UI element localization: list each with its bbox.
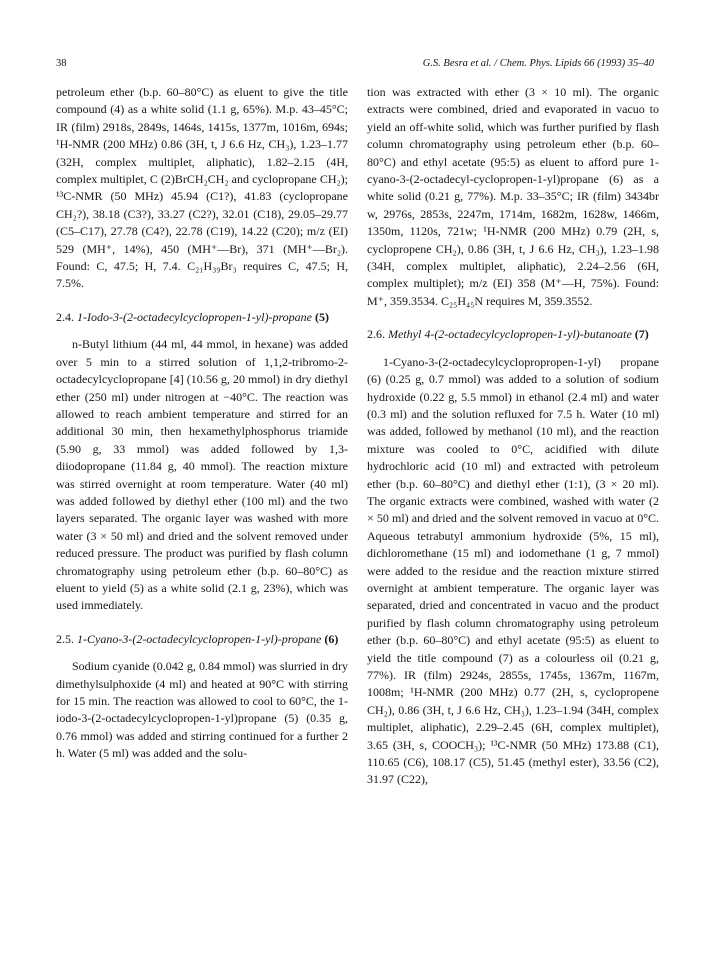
section-title: Methyl 4-(2-octadecylcyclopropen-1-yl)-butanoate [388, 327, 632, 342]
compound-6-characterization-paragraph: tion was extracted with ether (3 × 10 ml). The organic extracts were combined, dried and evaporated in vacuo to yield an off-white solid, which was further purified by flash column chromatography using petroleum ether (b.p. 60–80°C) and ethyl acetate (95:5) as eluent to afford pure 1-cyano-3-(2-octadecyl-cyclopropen-1-yl)propane (6) as a white solid (0.21 g, 77%). M.p. 33–35°C; IR (film) 3434br w, 2976s, 2853s, 2247m, 1714m, 1682m, 1628w, 1466m, 1350m, 1120s, 721w; ¹H-NMR (200 MHz) 0.79 (2H, s, cyclopropene CH₂), 0.86 (3H, t, J 6.6 Hz, CH₃), 1.23–1.98 (34H, complex multiplet, aliphatic), 2.24–2.56 (6H, complex multiplet); m/z (EI) 358 (M⁺—H, 75%). Found: M⁺, 359.3534. C₂₅H₄₅N requires M, 359.3552. [367, 85, 659, 308]
running-title: G.S. Besra et al. / Chem. Phys. Lipids 66 (1993) 35–40 [422, 58, 654, 69]
section-heading-2-5 [56, 631, 348, 648]
section-number: 2.6. [367, 327, 385, 342]
section-number: 2.4. [56, 309, 74, 324]
procedure-paragraph-2-5: Sodium cyanide (0.042 g, 0.84 mmol) was slurried in dry dimethylsulphoxide (4 ml) and heated at 90°C with stirring for 15 min. The reaction was allowed to cool to 60°C, the 1-iodo-3-(2-octadecylcyclopropen-1-yl)propane (5) (0.35 g, 0.76 mmol) was added and stirring continued for a further 2 h. Water (5 ml) was added and the solu- [56, 659, 348, 761]
compound-label: (5) [315, 309, 330, 324]
section-title: 1-Iodo-3-(2-octadecylcyclopropen-1-yl)-propane [77, 309, 313, 324]
left-column [56, 84, 348, 763]
compound-label: (6) [324, 631, 339, 646]
procedure-paragraph-2-6: 1-Cyano-3-(2-octadecylcyclopropropen-1-yl) propane (6) (0.25 g, 0.7 mmol) was added to a solution of sodium hydroxide (0.22 g, 5.5 mmol) in ethanol (2.4 ml) and water (0.3 ml) and the solution refluxed for 7.5 h. Water (10 ml) was added, followed by methanol (10 ml), and the reaction mixture was cooled to 0°C, acidified with dilute hydrochloric acid (10 ml) and extracted with petroleum ether (b.p. 60–80°C) and diethyl ether (1:1), (3 × 20 ml). The organic extracts were combined, washed with water (2 × 50 ml) and dried and the solvent removed in vacuo at 0°C. Aqueous tetrabutyl ammonium hydroxide (5%, 15 ml), dichloromethane (15 ml) and iodomethane (1 g, 7 mmol) were added to the residue and the reaction mixture stirred overnight at ambient temperature. The organic layer was separated, dried and concentrated in vacuo and the product purified by flash column chromatography using petroleum ether (b.p. 60–80°C) and ethyl acetate (95:5) as eluent to yield the title compound (7) as a colourless oil (0.21 g, 77%). IR (film) 2924s, 2855s, 1745s, 1367m, 1167m, 1008m; ¹H-NMR (200 MHz) 0.77 (2H, s, cyclopropene CH₂), 0.86 (3H, t, J 6.6 Hz, CH₃), 1.23–1.94 (34H, complex multiplet, aliphatic), 2.29–2.45 (6H, complex multiplet), 3.65 (3H, s, COOCH₃); ¹³C-NMR (50 MHz) 173.88 (C1), 110.65 (C6), 108.17 (C5), 51.45 (methyl ester), 33.56 (C2), 31.97 (C22), [367, 354, 659, 787]
right-column [367, 84, 659, 789]
page-number: 38 [56, 58, 67, 69]
compound-label: (7) [634, 327, 649, 342]
section-title: 1-Cyano-3-(2-octadecylcyclopropen-1-yl)-propane [77, 631, 322, 646]
section-heading-2-4 [56, 309, 348, 326]
page-header [56, 56, 654, 72]
compound-4-characterization-paragraph: petroleum ether (b.p. 60–80°C) as eluent to give the title compound (4) as a white solid (1.1 g, 65%). M.p. 43–45°C; IR (film) 2918s, 2849s, 1464s, 1415s, 1377m, 1016m, 694s; ¹H-NMR (200 MHz) 0.86 (3H, t, J 6.6 Hz, CH₃), 1.23–1.77 (32H, complex multiplet, aliphatic), 1.82–2.15 (4H, complex multiplet, C (2)BrCH₂CH₂ and cyclopropane CH₂); ¹³C-NMR (50 MHz) 45.94 (C1?), 41.83 (cyclopropane CH₂?), 38.18 (C3?), 33.27 (C2?), 32.01 (C18), 29.05–29.77 (C5–C17), 27.78 (C4?), 22.78 (C19), 14.22 (C20); m/z (EI) 529 (MH⁺, 14%), 450 (MH⁺—Br), 371 (MH⁺—Br₂). Found: C, 47.5; H, 7.4. C₂₁H₃₉Br₃ requires C, 47.5; H, 7.5%. [56, 85, 348, 291]
section-heading-2-6 [367, 326, 659, 343]
section-number: 2.5. [56, 631, 74, 646]
procedure-paragraph-2-4: n-Butyl lithium (44 ml, 44 mmol, in hexane) was added over 5 min to a stirred solution of 1,1,2-tribromo-2-octadecylcyclopropane [4] (10.56 g, 20 mmol) in dry diethyl ether (250 ml) under nitrogen at −40°C. The reaction was allowed to reach ambient temperature and stirred for an additional 30 min, then hexamethylphosphorus triamide (5.90 g, 33 mmol) was added followed by 1,3-diiodopropane (11.84 g, 40 mmol). The reaction mixture was stirred overnight at room temperature. Water (40 ml) was added followed by diethyl ether (100 ml) and the two layers separated. The organic layer was washed with more water (3 × 50 ml) and dried and the solvent removed under reduced pressure. The product was purified by flash column chromatography using petroleum ether (b.p. 60–80°C) as eluent to yield (5) as a white solid (2.1 g, 23%), which was used immediately. [56, 337, 348, 613]
